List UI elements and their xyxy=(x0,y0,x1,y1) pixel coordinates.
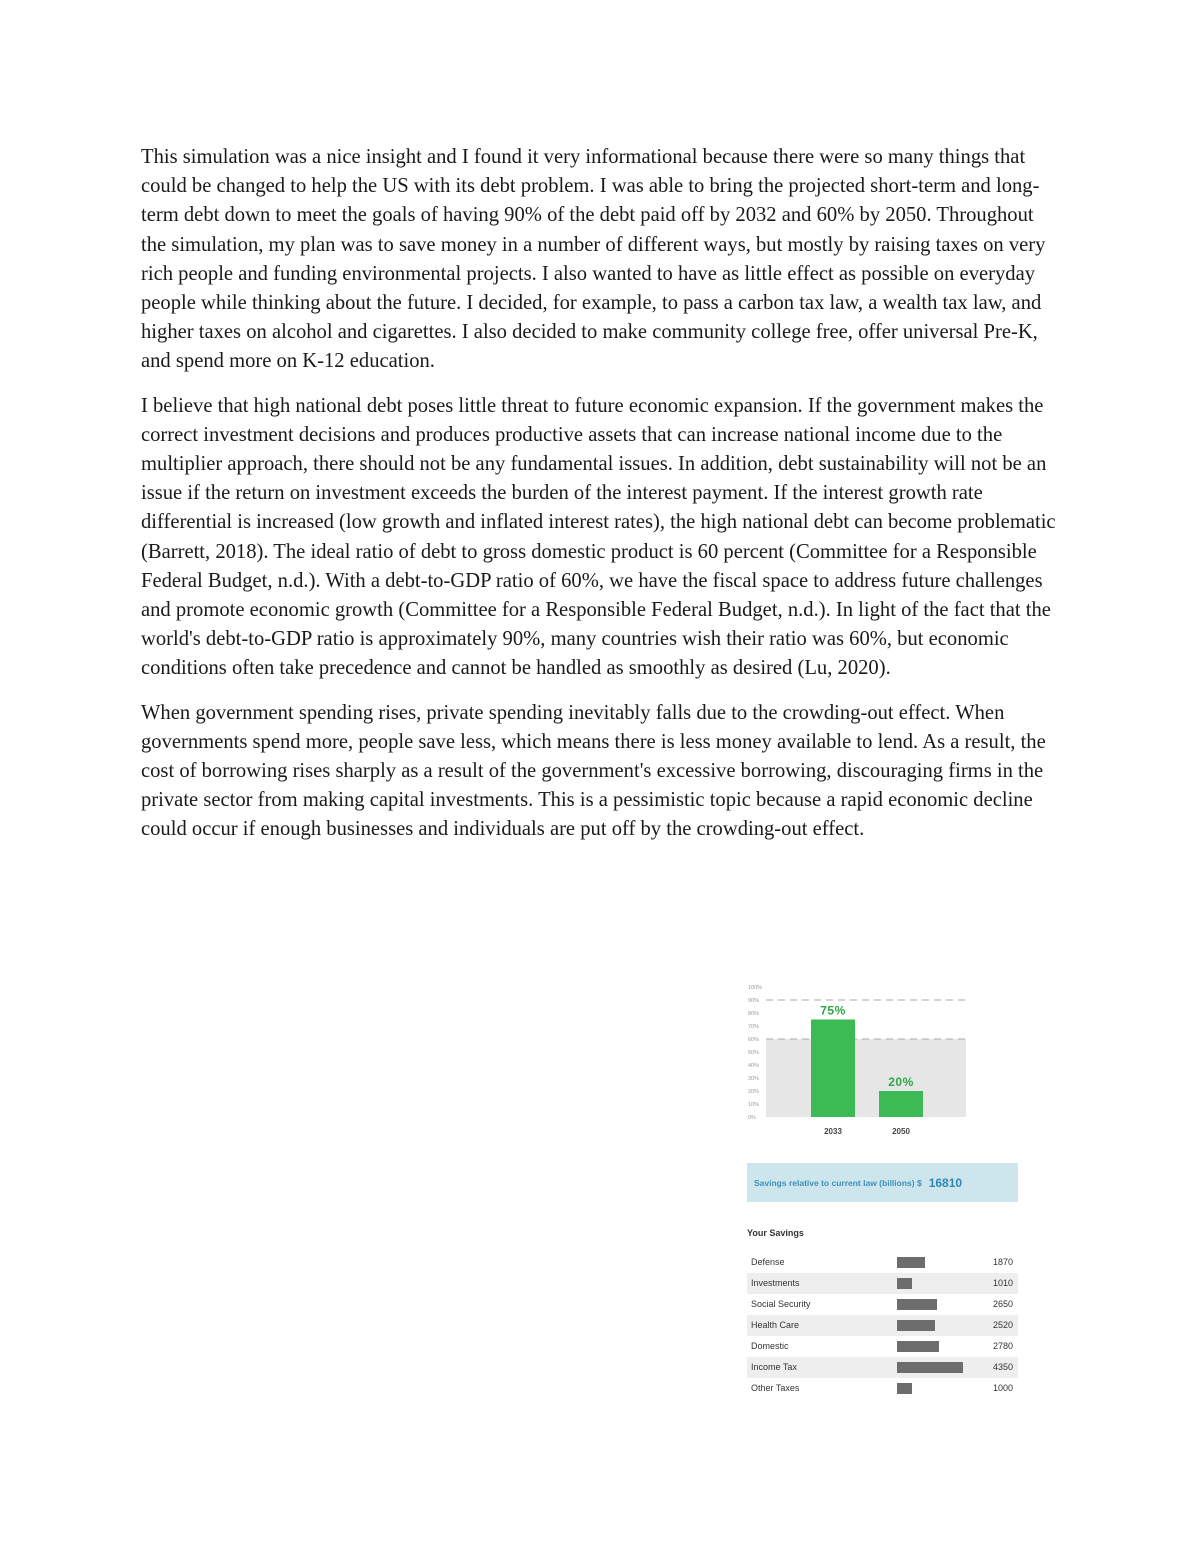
savings-row-bar xyxy=(897,1299,937,1310)
savings-row-value: 1000 xyxy=(993,1383,1014,1393)
savings-row-value: 1870 xyxy=(993,1257,1014,1267)
y-tick-label: 40% xyxy=(748,1063,760,1069)
paragraph-2: I believe that high national debt poses little threat to future economic expansion. If the government makes the correct investment decisions and produces productive assets that can increase national income due to the multiplier approach, there should not be any fundamental issues. In addition, debt sustainability will not be an issue if the return on investment exceeds the burden of the interest payment. If the interest growth rate differential is increased (low growth and inflated interest rates), the high national debt can become problematic (Barrett, 2018). The ideal ratio of debt to gross domestic product is 60 percent (Committee for a Responsible Federal Budget, n.d.). With a debt-to-GDP ratio of 60%, we have the fiscal space to address future challenges and promote economic growth (Committee for a Responsible Federal Budget, n.d.). In light of the fact that the world's debt-to-GDP ratio is approximately 90%, many countries wish their ratio was 60%, but economic conditions often take precedence and cannot be handled as smoothly as desired (Lu, 2020). xyxy=(141,394,1056,680)
your-savings-title: Your Savings xyxy=(747,1228,804,1238)
savings-row-value: 2650 xyxy=(993,1299,1014,1309)
y-tick-label: 10% xyxy=(748,1102,760,1108)
savings-row-label: Domestic xyxy=(751,1341,789,1351)
savings-row-value: 2780 xyxy=(993,1341,1014,1351)
savings-row-bar xyxy=(897,1278,912,1289)
y-tick-label: 100% xyxy=(748,985,763,991)
y-tick-label: 20% xyxy=(748,1089,760,1095)
savings-row xyxy=(747,1336,1018,1357)
y-tick-label: 90% xyxy=(748,998,760,1004)
savings-row xyxy=(747,1273,1018,1294)
bar-value-label: 75% xyxy=(820,1003,846,1018)
savings-row-bar xyxy=(897,1362,963,1373)
paragraph-3: When government spending rises, private spending inevitably falls due to the crowding-out effect. When governments spend more, people save less, which means there is less money available to lend. As a result, the cost of borrowing rises sharply as a result of the government's excessive borrowing, discouraging firms in the private sector from making capital investments. This is a pessimistic topic because a rapid economic decline could occur if enough businesses and individuals are put off by the crowding-out effect. xyxy=(141,701,1046,841)
savings-row-bar xyxy=(897,1341,939,1352)
bar-2050 xyxy=(879,1091,923,1117)
savings-summary-banner xyxy=(747,1163,1018,1202)
savings-label: Savings relative to current law (billions) $ xyxy=(754,1177,922,1188)
x-category-label: 2033 xyxy=(824,1127,842,1136)
savings-row xyxy=(747,1357,1018,1378)
savings-row xyxy=(747,1378,1018,1399)
y-tick-label: 60% xyxy=(748,1037,760,1043)
savings-row-value: 1010 xyxy=(993,1278,1014,1288)
savings-row-value: 4350 xyxy=(993,1362,1014,1372)
y-tick-label: 0% xyxy=(748,1115,756,1121)
savings-value: 16810 xyxy=(928,1175,963,1190)
savings-row-label: Investments xyxy=(751,1278,800,1288)
debt-to-gdp-bar-chart xyxy=(744,982,1020,1152)
savings-row-value: 2520 xyxy=(993,1320,1014,1330)
savings-row xyxy=(747,1294,1018,1315)
y-tick-label: 50% xyxy=(748,1050,760,1056)
savings-row-bar xyxy=(897,1383,912,1394)
savings-row-label: Defense xyxy=(751,1257,785,1267)
your-savings-table xyxy=(747,1228,1018,1399)
paragraph-1: This simulation was a nice insight and I found it very informational because there were so many things that could be changed to help the US with its debt problem. I was able to bring the projected short-term and long-term debt down to meet the goals of having 90% of the debt paid off by 2032 and 60% by 2050. Throughout the simulation, my plan was to save money in a number of different ways, but mostly by raising taxes on very rich people and funding environmental projects. I also wanted to have as little effect as possible on everyday people while thinking about the future. I decided, for example, to pass a carbon tax law, a wealth tax law, and higher taxes on alcohol and cigarettes. I also decided to make community college free, offer universal Pre-K, and spend more on K-12 education. xyxy=(141,146,1046,373)
savings-row-label: Income Tax xyxy=(751,1362,797,1372)
target-shaded-region xyxy=(766,1039,966,1117)
debt-chart-figure xyxy=(744,982,1020,1152)
savings-row-label: Social Security xyxy=(751,1299,811,1309)
savings-row-label: Other Taxes xyxy=(751,1383,800,1393)
savings-row xyxy=(747,1252,1018,1273)
bar-value-label: 20% xyxy=(888,1075,914,1089)
y-tick-label: 70% xyxy=(748,1024,760,1030)
essay-body xyxy=(141,143,1061,860)
y-tick-label: 80% xyxy=(748,1011,760,1017)
savings-row-bar xyxy=(897,1257,925,1268)
y-tick-label: 30% xyxy=(748,1076,760,1082)
bar-2033 xyxy=(811,1020,855,1118)
x-category-label: 2050 xyxy=(892,1127,910,1136)
your-savings-rows xyxy=(747,1252,1018,1399)
savings-row-label: Health Care xyxy=(751,1320,800,1330)
savings-row-bar xyxy=(897,1320,935,1331)
savings-row xyxy=(747,1315,1018,1336)
